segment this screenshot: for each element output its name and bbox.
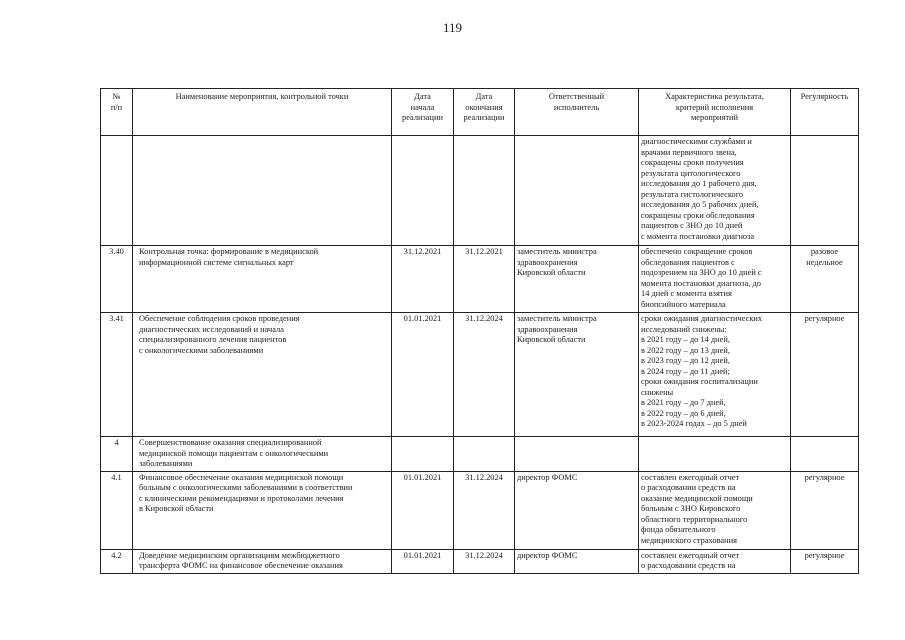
activities-table: [100, 88, 859, 574]
row-num: 3.40: [101, 246, 133, 313]
table-row: [101, 246, 859, 313]
header-start-date: [392, 89, 454, 136]
row-start: 01.01.2021: [392, 549, 454, 573]
text-line: Совершенствование оказания специализированной: [139, 438, 322, 447]
row-start: 31.12.2021: [392, 246, 454, 313]
text-line: медицинской помощи пациентам с онкологическими: [139, 448, 329, 458]
text-line: момента постановки диагноза, до: [641, 278, 761, 288]
header-name: [133, 89, 392, 136]
text-line: составлен ежегодный отчет: [641, 550, 740, 560]
text-line: обследования пациентов с: [641, 257, 735, 267]
text-line: Регулярность: [800, 92, 849, 101]
row-regularity: [791, 437, 859, 472]
text-line: в 2022 году – до 6 дней,: [641, 408, 726, 418]
text-line: начала: [410, 102, 435, 112]
text-line: биопсийного материала: [641, 299, 726, 309]
row-regularity: [791, 246, 859, 313]
text-line: исполнитель: [553, 102, 600, 112]
row-result: [639, 437, 791, 472]
text-line: составлен ежегодный отчет: [641, 472, 740, 482]
text-line: регулярное: [804, 472, 845, 482]
row-name: [133, 313, 392, 437]
text-line: трансферта ФОМС на финансовое обеспечение оказания: [139, 561, 343, 570]
text-line: здравоохранения: [517, 324, 578, 334]
text-line: результата цитологического: [641, 168, 741, 178]
text-line: директор ФОМС: [517, 550, 578, 560]
text-line: заместитель министра: [517, 314, 597, 323]
row-responsible: [515, 313, 639, 437]
text-line: Дата: [475, 92, 493, 101]
row-regularity: [791, 471, 859, 549]
text-line: снижены: [641, 387, 674, 397]
text-line: сокращены сроки получения: [641, 158, 744, 167]
table-row: [101, 549, 859, 573]
row-regularity: [791, 313, 859, 437]
text-line: критерий исполнения: [675, 102, 754, 112]
text-line: в 2023-2024 годах – до 5 дней: [641, 419, 747, 428]
text-line: регулярное: [804, 550, 845, 560]
row-start: [392, 437, 454, 472]
text-line: о расходовании средств на: [641, 483, 736, 492]
text-line: Характеристика результата,: [665, 92, 764, 101]
row-responsible: [515, 136, 639, 246]
table-row: [101, 136, 859, 246]
row-result: [639, 549, 791, 573]
row-start: [392, 136, 454, 246]
text-line: в 2021 году – до 14 дней,: [641, 335, 730, 344]
row-num: 4.1: [101, 471, 133, 549]
row-result: [639, 313, 791, 437]
row-num: 4: [101, 437, 133, 472]
text-line: в 2023 году – до 12 дней,: [641, 356, 730, 365]
text-line: Дата: [414, 92, 431, 101]
page-number: 119: [442, 20, 463, 35]
text-line: о расходовании средств на: [641, 561, 736, 570]
text-line: п/п: [110, 102, 123, 112]
text-line: с онкологическими заболеваниями: [139, 345, 264, 355]
text-line: здравоохранения: [517, 257, 578, 267]
row-name: [133, 437, 392, 472]
text-line: сроки ожидания диагностических: [641, 314, 763, 323]
text-line: областного территориального: [641, 514, 748, 524]
text-line: реализации: [463, 113, 505, 122]
text-line: медицинского страхования: [641, 535, 737, 545]
text-line: сроки ожидания госпитализации: [641, 377, 758, 386]
text-line: с клиническими рекомендациями и протоколами лечения: [139, 493, 344, 503]
row-responsible: [515, 471, 639, 549]
text-line: информационной системе сигнальных карт: [139, 257, 294, 267]
row-regularity: [791, 136, 859, 246]
text-line: исследования до 1 рабочего дня,: [641, 179, 757, 188]
row-num: 4.2: [101, 549, 133, 573]
text-line: исследований снижены:: [641, 324, 727, 334]
text-line: заболеваниями: [139, 459, 193, 468]
text-line: больным с онкологическими заболеваниями в соответствии: [139, 483, 353, 492]
text-line: Финансовое обеспечение оказания медицинской помощи: [139, 472, 344, 482]
row-end: 31.12.2021: [454, 246, 515, 313]
row-end: [454, 136, 515, 246]
header-num: [101, 89, 133, 136]
text-line: фонда обязательного: [641, 525, 716, 534]
text-line: Кировской области: [517, 268, 586, 277]
row-end: 31.12.2024: [454, 549, 515, 573]
text-line: сокращены сроки обследования: [641, 210, 755, 220]
row-regularity: [791, 549, 859, 573]
text-line: заместитель министра: [517, 247, 597, 256]
text-line: разовое: [810, 247, 839, 256]
text-line: мероприятий: [690, 113, 739, 122]
text-line: обеспечено сокращение сроков: [641, 247, 753, 256]
text-line: специализированного лечения пациентов: [139, 335, 287, 344]
row-name: [133, 471, 392, 549]
text-line: в 2021 году – до 7 дней,: [641, 398, 726, 407]
text-line: результата гистологического: [641, 189, 744, 199]
row-name: [133, 549, 392, 573]
text-line: больным с ЗНО Кировского: [641, 504, 741, 513]
row-end: 31.12.2024: [454, 471, 515, 549]
text-line: реализации: [402, 113, 443, 122]
text-line: в Кировской области: [139, 504, 214, 513]
text-line: недельное: [806, 257, 843, 267]
text-line: Кировской области: [517, 335, 586, 344]
text-line: окончания: [465, 102, 503, 112]
row-name: [133, 246, 392, 313]
row-responsible: [515, 437, 639, 472]
text-line: диагностическими службами и: [641, 137, 752, 146]
text-line: пациентов с ЗНО до 10 дней: [641, 221, 743, 230]
text-line: Обеспечение соблюдения сроков проведения: [139, 314, 300, 323]
row-responsible: [515, 246, 639, 313]
row-num: 3.41: [101, 313, 133, 437]
text-line: Контрольная точка: формирование в медицинской: [139, 247, 319, 256]
row-result: [639, 246, 791, 313]
table-row: [101, 437, 859, 472]
text-line: №: [112, 92, 121, 101]
text-line: исследования до 5 рабочих дней,: [641, 200, 759, 209]
text-line: в 2024 году – до 11 дней;: [641, 366, 730, 376]
header-responsible: [515, 89, 639, 136]
row-responsible: [515, 549, 639, 573]
text-line: врачами первичного звена,: [641, 147, 737, 157]
row-name: [133, 136, 392, 246]
text-line: подозрением на ЗНО до 10 дней с: [641, 268, 762, 277]
table-header-row: [101, 89, 859, 136]
row-end: 31.12.2024: [454, 313, 515, 437]
text-line: Наименование мероприятия, контрольной точки: [175, 92, 349, 101]
row-result: [639, 136, 791, 246]
header-result: [639, 89, 791, 136]
text-line: в 2022 году – до 13 дней,: [641, 345, 730, 355]
text-line: директор ФОМС: [517, 472, 578, 482]
table-row: [101, 471, 859, 549]
text-line: с момента постановки диагноза: [641, 231, 755, 241]
row-start: 01.01.2021: [392, 471, 454, 549]
text-line: 14 дней с момента взятия: [641, 289, 732, 298]
header-end-date: [454, 89, 515, 136]
row-end: [454, 437, 515, 472]
row-num: [101, 136, 133, 246]
text-line: оказание медицинской помощи: [641, 493, 753, 503]
text-line: регулярное: [804, 314, 845, 323]
text-line: Доведение медицинским организациям межбюджетного: [139, 550, 340, 560]
text-line: Ответственный: [548, 92, 605, 101]
row-result: [639, 471, 791, 549]
header-regularity: [791, 89, 859, 136]
table-row: [101, 313, 859, 437]
row-start: 01.01.2021: [392, 313, 454, 437]
text-line: диагностических исследований и начала: [139, 324, 284, 334]
